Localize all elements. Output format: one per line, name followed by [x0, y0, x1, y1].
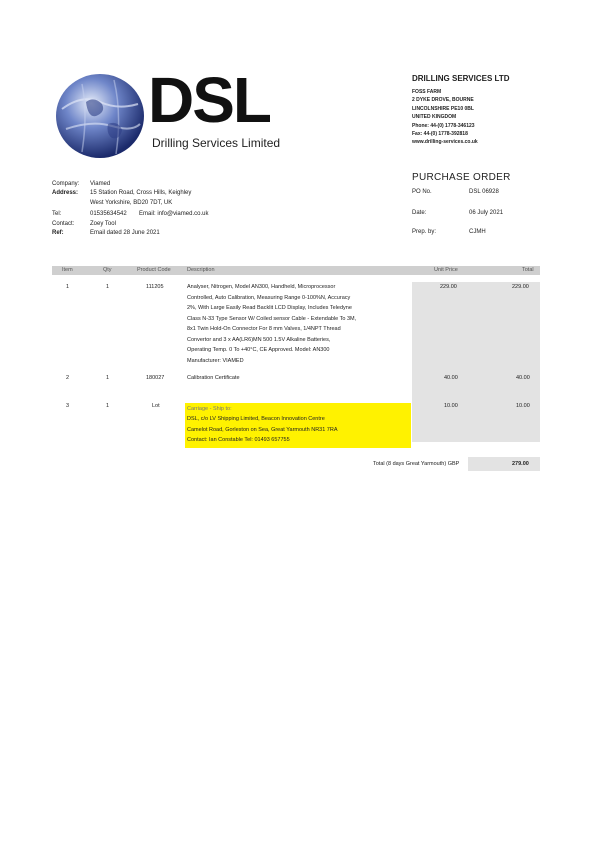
logo-dsl-text: DSL — [148, 64, 270, 136]
po-prep-value: CJMH — [469, 229, 486, 235]
ship-to-contact: Contact: Ian Constable Tel: 01493 657755 — [187, 437, 290, 444]
vendor-address-line2: West Yorkshire, BD20 7DT, UK — [90, 200, 173, 206]
total-value: 279.00 — [512, 461, 529, 467]
vendor-contact-value: Zoey Tool — [90, 221, 116, 227]
vendor-company-value: Viamed — [90, 181, 111, 187]
row-qty: 1 — [106, 403, 110, 409]
row-total: 229.00 — [512, 284, 529, 290]
vendor-ref-value: Email dated 28 June 2021 — [90, 230, 160, 236]
description-line: 2%, With Large Easily Read Backlit LCD Display, Includes Teledyne — [187, 305, 352, 311]
total-shade — [468, 457, 540, 471]
row-item: 1 — [66, 284, 70, 290]
price-column-shade — [412, 282, 540, 442]
description-line: Manufacturer: VIAMED — [187, 357, 244, 364]
po-title: PURCHASE ORDER — [412, 172, 511, 183]
row-item: 2 — [66, 375, 70, 381]
row-code: 111205 — [146, 284, 164, 290]
row-description — [187, 404, 409, 446]
description-line: Convertor and 3 x AA(LR6)MN 500 1.5V Alkaline Batteries, — [187, 336, 331, 343]
vendor-address-label: Address: — [52, 190, 79, 196]
supplier-website: www.drilling-services.co.uk — [412, 139, 478, 146]
description-line: 8x1 Twin Hold-On Connector For 8 mm Valves, 1/4NPT Thread — [187, 326, 341, 332]
row-unit-price: 10.00 — [444, 403, 458, 409]
row-code: 180027 — [146, 375, 165, 381]
header-unit-price: Unit Price — [434, 267, 458, 273]
vendor-ref-label: Ref: — [52, 230, 64, 236]
globe-icon — [52, 54, 152, 168]
vendor-contact-label: Contact: — [52, 221, 75, 227]
supplier-name: DRILLING SERVICES LTD — [412, 74, 510, 83]
description-line: Controlled, Auto Calibration, Measuring Range 0-100%N, Accuracy — [187, 294, 351, 301]
header-description: Description — [187, 267, 215, 273]
po-no-value: DSL 06928 — [469, 189, 499, 195]
total-label: Total (8 days Great Yarmouth) GBP — [373, 461, 460, 467]
header-qty: Qty — [103, 267, 112, 273]
vendor-tel-label: Tel: — [52, 211, 62, 217]
vendor-company-label: Company: — [52, 181, 80, 187]
vendor-tel-value: 01535634542 — [90, 211, 127, 217]
ship-to-heading: Carriage - Ship to: — [187, 406, 232, 412]
supplier-address — [412, 88, 478, 147]
row-unit-price: 40.00 — [444, 375, 458, 381]
description-line: Analyser, Nitrogen, Model AN300, Handheld, Microprocessor — [187, 284, 336, 290]
supplier-address-line: 2 DYKE DROVE, BOURNE — [412, 97, 474, 104]
description-line: Operating Temp. 0 To +40°C, CE Approved. Model: AN300 — [187, 347, 330, 353]
po-date-label: Date: — [412, 210, 427, 216]
row-total: 10.00 — [516, 403, 530, 409]
header-total: Total — [522, 267, 534, 273]
supplier-address-line: FOSS FARM — [412, 89, 442, 95]
logo-subtitle: Drilling Services Limited — [152, 136, 281, 150]
supplier-fax: Fax: 44-(0) 1778-392818 — [412, 131, 468, 138]
row-item: 3 — [66, 403, 70, 409]
row-qty: 1 — [106, 375, 110, 381]
header-item: Item — [62, 267, 73, 273]
vendor-address-line1: 15 Station Road, Cross Hills, Keighley — [90, 190, 192, 196]
header-product-code: Product Code — [137, 267, 171, 273]
supplier-address-line: UNITED KINGDOM — [412, 114, 457, 121]
vendor-email[interactable]: Email: info@viamed.co.uk — [139, 211, 209, 217]
row-qty: 1 — [106, 284, 110, 290]
table-header-bar — [52, 266, 540, 275]
description-line: Class N-33 Type Sensor W/ Coiled sensor Cable - Extendable To 3M, — [187, 315, 357, 322]
ship-to-line: DSL, c/o LV Shipping Limited, Beacon Innovation Centre — [187, 416, 325, 423]
po-date-value: 06 July 2021 — [469, 210, 504, 216]
po-no-label: PO No. — [412, 189, 432, 195]
po-prep-label: Prep. by: — [412, 229, 437, 235]
row-total: 40.00 — [516, 375, 530, 381]
row-description: Calibration Certificate — [187, 375, 240, 381]
row-code: Lot — [152, 403, 160, 409]
row-description — [187, 282, 407, 366]
row-unit-price: 229.00 — [440, 284, 457, 290]
supplier-address-line: LINCOLNSHIRE PE10 0BL — [412, 105, 474, 112]
ship-to-line: Camelot Road, Gorleston on Sea, Great Yarmouth NR31 7RA — [187, 426, 338, 433]
supplier-phone: Phone: 44-(0) 1778-346123 — [412, 122, 475, 129]
